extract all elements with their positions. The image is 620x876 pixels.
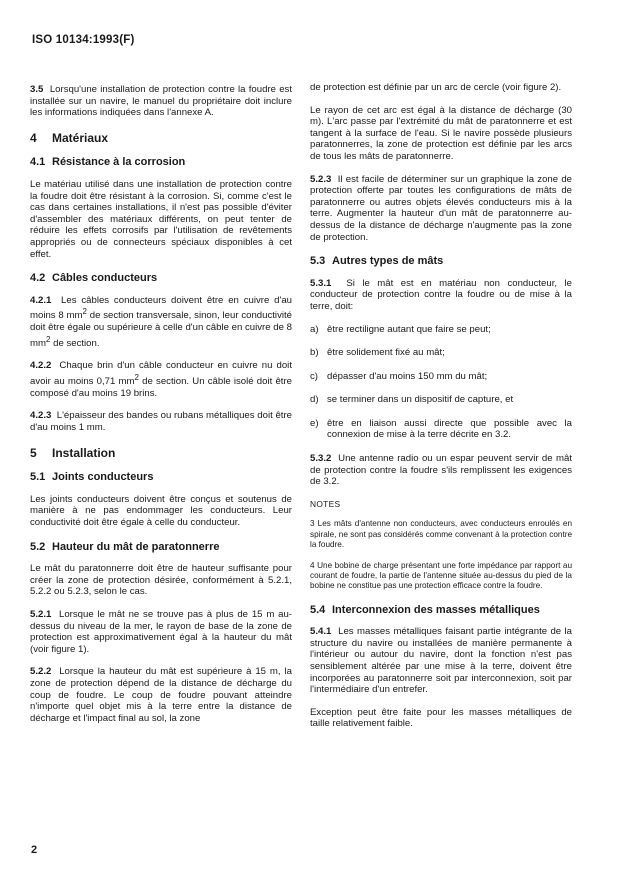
paragraph-4-1: Le matériau utilisé dans une installation de protection contre la foudre doit être résistant à la corrosion. Si, comme c'est le cas dans certaines installations, il n'est pas possible d'éviter d'assembler des matériaux différents, on peut tenter de réduire les effets corrosifs par l'utilisation de revêtements appropriés ou de connecteurs spéciaux disponibles à cet effet. (30, 178, 292, 260)
clause-5-2-1: 5.2.1 Lorsque le mât ne se trouve pas à plus de 15 m au-dessus du niveau de la mer, le rayon de base de la zone de protection est approximativement égal à la hauteur du mât (voir figure 1). (30, 608, 292, 655)
heading-5-4: 5.4 Interconnexion des masses métalliques (310, 603, 540, 616)
list-item: d) se terminer dans un dispositif de capture, et (310, 394, 514, 406)
heading-5-1: 5.1 Joints conducteurs (30, 471, 154, 484)
page-number: 2 (31, 844, 38, 856)
clause-5-4-1: 5.4.1 Les masses métalliques faisant partie intégrante de la structure du navire ou installées de manière permanente à l'intérieur ou autour du navire, dont la fonction n'est pas sensiblement altérée par une mise à la terre, doivent être incorporées au paratonnerre soit par interconnexion, soit par l'intermédiaire d'un entrefer. (310, 626, 572, 696)
clause-3-5: 3.5 Lorsqu'une installation de protection contre la foudre est installée sur un navire, le manuel du propriétaire doit inclure les informations indiquées dans l'annexe A. (30, 84, 292, 119)
heading-5-3: 5.3 Autres types de mâts (310, 255, 444, 268)
heading-4-1: 4.1 Résistance à la corrosion (30, 156, 186, 169)
list-item: c) dépasser d'au moins 150 mm du mât; (310, 370, 488, 382)
document-header: ISO 10134:1993(F) (32, 34, 135, 46)
clause-5-2-3: 5.2.3 Il est facile de déterminer sur un graphique la zone de protection offerte par toutes les configurations de mâts de paratonnerre ou autres objets élevés conducteurs mis à la terre. Augmenter la hauteur d'un mât de paratonnerre au-dessus de la distance de décharge n'augmente pas la zone de protection. (310, 173, 572, 243)
clause-5-2-2: 5.2.2 Lorsque la hauteur du mât est supérieure à 15 m, la zone de protection dépend de la distance de décharge du coup de foudre. Le coup de foudre pouvant atteindre n'importe quel objet mis à la terre entre la distance de décharge et l'impact final au sol, la zone (30, 666, 292, 724)
heading-section-4: 4 Matériaux (30, 130, 109, 145)
heading-4-2: 4.2 Câbles conducteurs (30, 272, 158, 285)
paragraph-5-1: Les joints conducteurs doivent être conçus et soutenus de manière à ne pas endommager les conducteurs. Leur conductivité doit être égale à celle du conducteur. (30, 493, 292, 528)
right-column (310, 82, 572, 741)
clause-4-2-3: 4.2.3 L'épaisseur des bandes ou rubans métalliques doit être d'au moins 1 mm. (30, 410, 292, 434)
clause-5-3-1: 5.3.1 Si le mât est en matériau non conducteur, le conducteur de protection contre la foudre ou de mise à la terre, doit: (310, 277, 572, 312)
heading-section-5: 5 Installation (30, 445, 116, 460)
paragraph-exception: Exception peut être faite pour les masses métalliques de taille relativement faible. (310, 706, 572, 730)
list-item: b) être solidement fixé au mât; (310, 347, 445, 359)
left-column (30, 84, 292, 735)
paragraph-continuation: de protection est définie par un arc de cercle (voir figure 2). (310, 82, 562, 93)
clause-4-2-2: 4.2.2 Chaque brin d'un câble conducteur en cuivre nu doit avoir au moins 0,71 $mm^2$ de section. Un câble isolé doit être composé d'au moins 19 brins. (30, 360, 292, 399)
clause-4-2-1: 4.2.1 Les câbles conducteurs doivent être en cuivre d'au moins 8 $mm^2$ de section transversale, sinon, leur conductivité doit être égale ou supérieure à celle d'un câble en cuivre de 8 $mm^2$ de section. (30, 294, 292, 349)
note-3: 3 Les mâts d'antenne non conducteurs, avec conducteurs enroulés en spirale, ne sont pas considérés comme convenant à la protection contre la foudre. (310, 519, 572, 549)
heading-5-2: 5.2 Hauteur du mât de paratonnerre (30, 540, 220, 553)
paragraph-5-2: Le mât du paratonnerre doit être de hauteur suffisante pour créer la zone de protection désirée, conformément à 5.2.1, 5.2.2 ou 5.2.3, selon le cas. (30, 563, 292, 598)
note-4: 4 Une bobine de charge présentant une forte impédance par rapport au courant de foudre, la partie de l'antenne située au-dessus du pied de la bobine ne constitue pas une protection efficace contre la foudre. (310, 561, 572, 591)
list-item: a) être rectiligne autant que faire se peut; (310, 323, 491, 335)
paragraph-rayon: Le rayon de cet arc est égal à la distance de décharge (30 m). L'arc passe par l'extrémité du mât de paratonnerre et est tangent à la surface de l'eau. Si le navire possède plusieurs paratonnerres, la zone de protection est définie par les arcs de tous les mâts de paratonnerre. (310, 104, 572, 162)
clause-5-3-2: 5.3.2 Une antenne radio ou un espar peuvent servir de mât de protection contre la foudre s'ils remplissent les exigences de 3.2. (310, 453, 572, 488)
notes-title: NOTES (310, 498, 341, 509)
requirements-list (310, 324, 572, 442)
list-item: e) être en liaison aussi directe que possible avec la connexion de mise à la terre décrite en 3.2. (310, 417, 572, 441)
